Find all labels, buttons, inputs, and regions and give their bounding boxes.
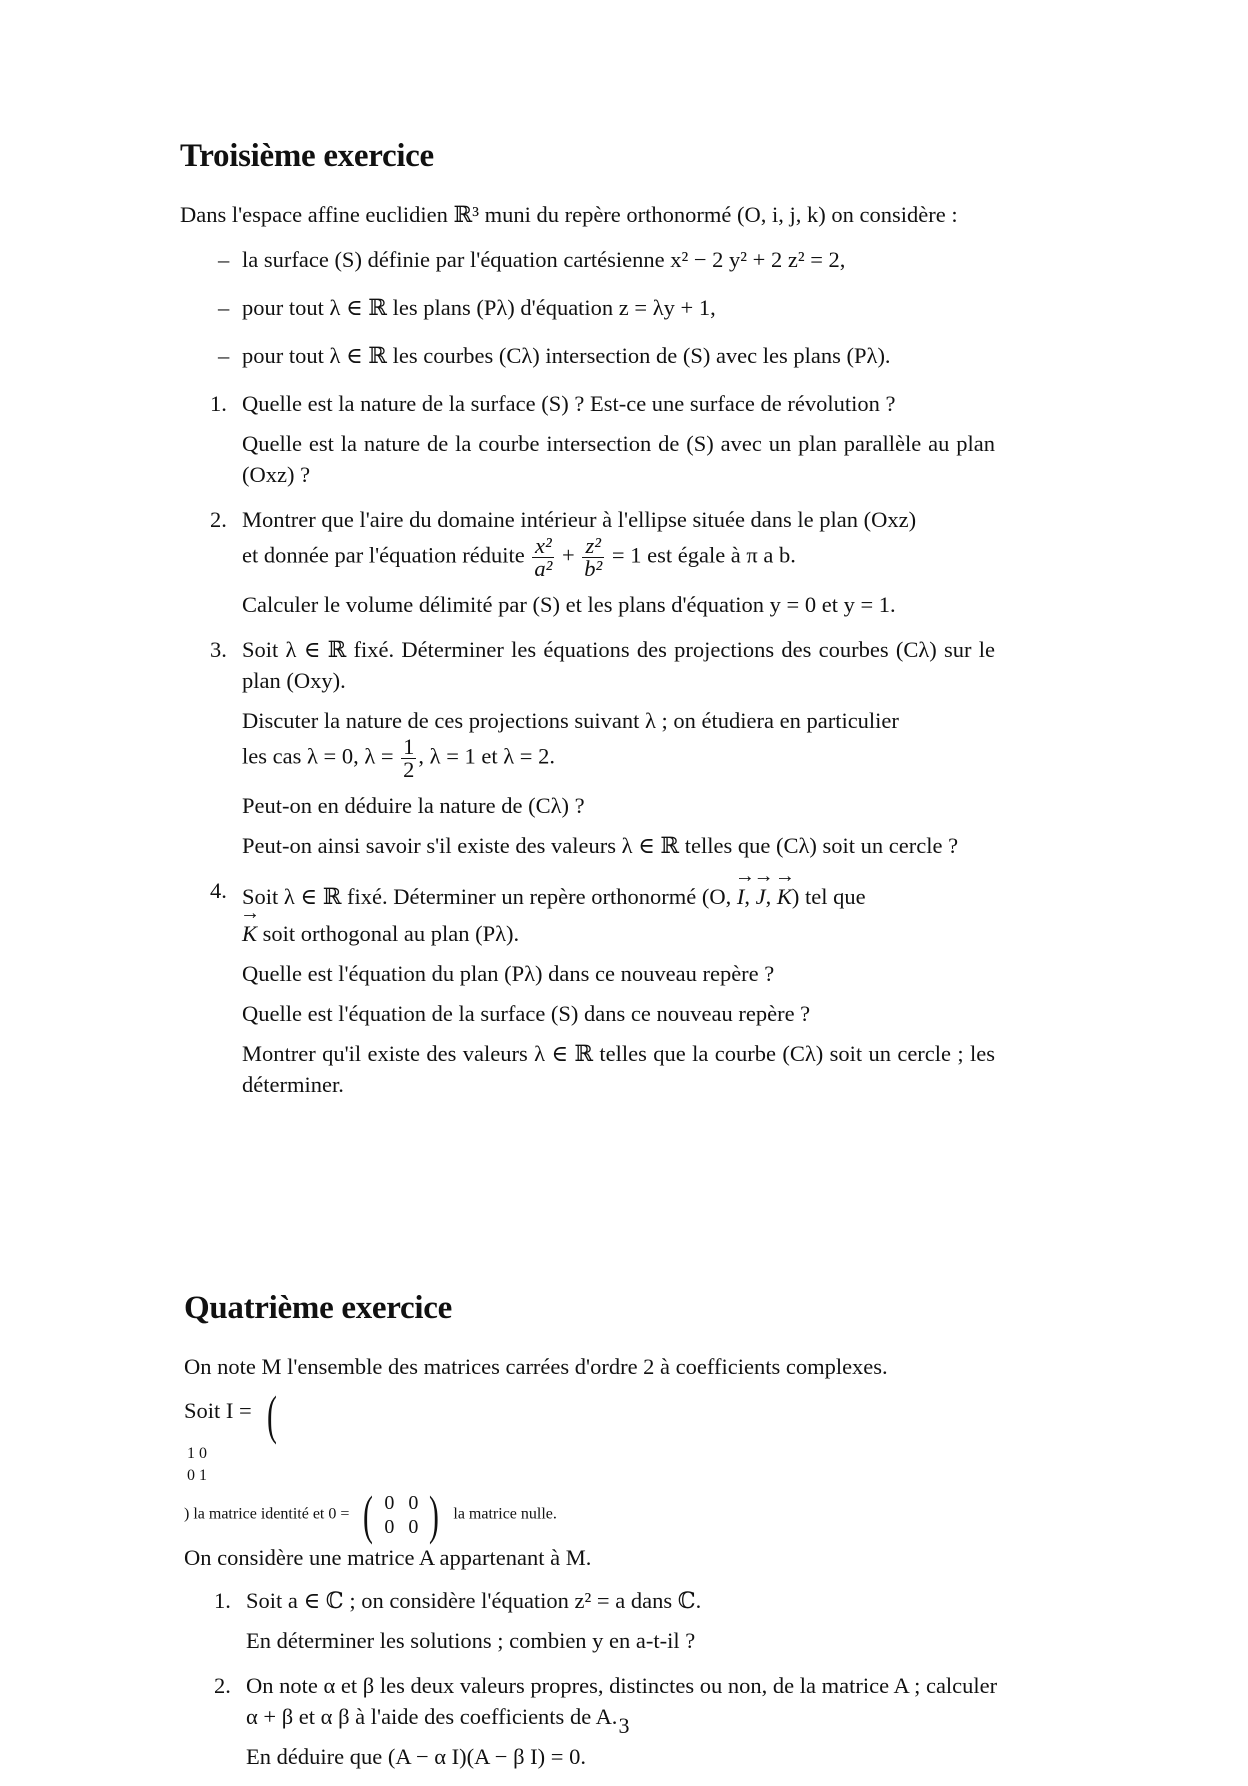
exercise-3-definitions: [180, 244, 995, 371]
new-frame-line: Soit λ ∈ ℝ fixé. Déterminer un repère orthonormé (O, → I, → J, → K) tel que: [242, 875, 995, 912]
vector-K-start: → K: [242, 912, 257, 949]
question-4: 4. Soit λ ∈ ℝ fixé. Déterminer un repère orthonormé (O, → I, → J, → K) tel que → K soit orthogonal au plan (Pλ). Quelle est l'équation du plan (Pλ) dans ce nouveau repère ? Quelle est l'équation de la surface (S) dans ce nouveau repère ? Montrer qu'il existe des valeurs λ ∈ ℝ telles que la courbe (Cλ) soit un cercle ; les déterminer.: [180, 875, 995, 1100]
exercise-3-title: Troisième exercice: [180, 138, 434, 174]
zero-matrix: ( 0 0 0 0 ): [363, 1484, 440, 1545]
identity-matrix: (: [267, 1384, 278, 1445]
question-3: 3. Soit λ ∈ ℝ fixé. Déterminer les équations des projections des courbes (Cλ) sur le plan (Oxy). Discuter la nature de ces projections suivant λ ; on étudiera en particulier les cas λ = 0, λ = $\frac{1}{2}$ , λ = 1 et λ = 2. Peut-on en déduire la nature de (Cλ) ? Peut-on ainsi savoir s'il existe des valeurs λ ∈ ℝ telles que (Cλ) soit un cercle ?: [210, 637, 995, 858]
exercise-4-section: Quatrième exercice On note M l'ensemble des matrices carrées d'ordre 2 à coefficients complexes. Soit I = ( 1 0 0 1 ) la matrice identité et 0 = ( 0 0 0 0 ) la matrice nulle. On considère une matrice A appartenant à M. 1. Soit a ∈ ℂ ; on considère l'équation z² = a dans ℂ. En déterminer les solutions ; combien y en a-t-il ? 2. On note α et β les deux valeurs propres, distinctes ou non, de la matrice A ; calculer α + β et α β à l'aide des coefficients de A. En déduire que (A − α I)(A − β I) = 0.: [184, 1290, 999, 1786]
ellipse-equation-line: et donnée par l'équation réduite $\frac{\text{x²}}{\text{a²}}$ + $\frac{\text{z²}}{\text{b²}}$ = 1 est égale à π a b.: [242, 533, 796, 581]
ex4-question-1: 1. Soit a ∈ ℂ ; on considère l'équation z² = a dans ℂ. En déterminer les solutions ; combien y en a-t-il ?: [214, 1587, 702, 1653]
vector-I: → I: [737, 875, 745, 912]
vector-K: → K: [777, 875, 792, 912]
definition-surface: – la surface (S) définie par l'équation cartésienne x² − 2 y² + 2 z² = 2,: [218, 247, 846, 272]
exercise-3-questions: [180, 388, 995, 1100]
exercise-4-questions: [184, 1585, 999, 1772]
fraction-z2-b2: $\frac{\text{z²}}{\text{b²}}$: [584, 533, 603, 581]
lambda-cases-line: les cas λ = 0, λ = $\frac{1}{2}$ , λ = 1 et λ = 2.: [242, 734, 555, 782]
exercise-4-intro: On note M l'ensemble des matrices carrées d'ordre 2 à coefficients complexes.: [184, 1354, 888, 1379]
exercise-4-title: Quatrième exercice: [184, 1290, 452, 1326]
exercise-3-intro: Dans l'espace affine euclidien ℝ³ muni du repère orthonormé (O, i, j, k) on considère :: [180, 202, 958, 227]
definition-curves: – pour tout λ ∈ ℝ les courbes (Cλ) intersection de (S) avec les plans (Pλ).: [218, 343, 891, 368]
exercise-3-section: [180, 138, 995, 1114]
page-number: 3: [618, 1713, 630, 1738]
matrix-A-statement: On considère une matrice A appartenant à M.: [184, 1544, 592, 1570]
matrix-definitions-line: Soit I = (: [184, 1382, 999, 1442]
vector-J: → J: [756, 875, 766, 912]
question-2: 2. Montrer que l'aire du domaine intérieur à l'ellipse située dans le plan (Oxz) et donnée par l'équation réduite $\frac{\text{x²}}{\text{a²}}$ + $\frac{\text{z²}}{\text{b²}}$ = 1 est égale à π a b. Calculer le volume délimité par (S) et les plans d'équation y = 0 et y = 1.: [180, 504, 995, 620]
question-1: 1. Quelle est la nature de la surface (S) ? Est-ce une surface de révolution ? Quelle est la nature de la courbe intersection de (S) avec un plan parallèle au plan (Oxz) ?: [210, 391, 995, 487]
ex4-question-2: 2. On note α et β les deux valeurs propres, distinctes ou non, de la matrice A ; calculer α + β et α β à l'aide des coefficients de A. En déduire que (A − α I)(A − β I) = 0.: [214, 1672, 998, 1769]
fraction-x2-a2: $\frac{\text{x²}}{\text{a²}}$: [534, 533, 553, 581]
definition-planes: – pour tout λ ∈ ℝ les plans (Pλ) d'équation z = λy + 1,: [218, 295, 716, 320]
fraction-one-half: $\frac{1}{2}$: [403, 734, 415, 782]
